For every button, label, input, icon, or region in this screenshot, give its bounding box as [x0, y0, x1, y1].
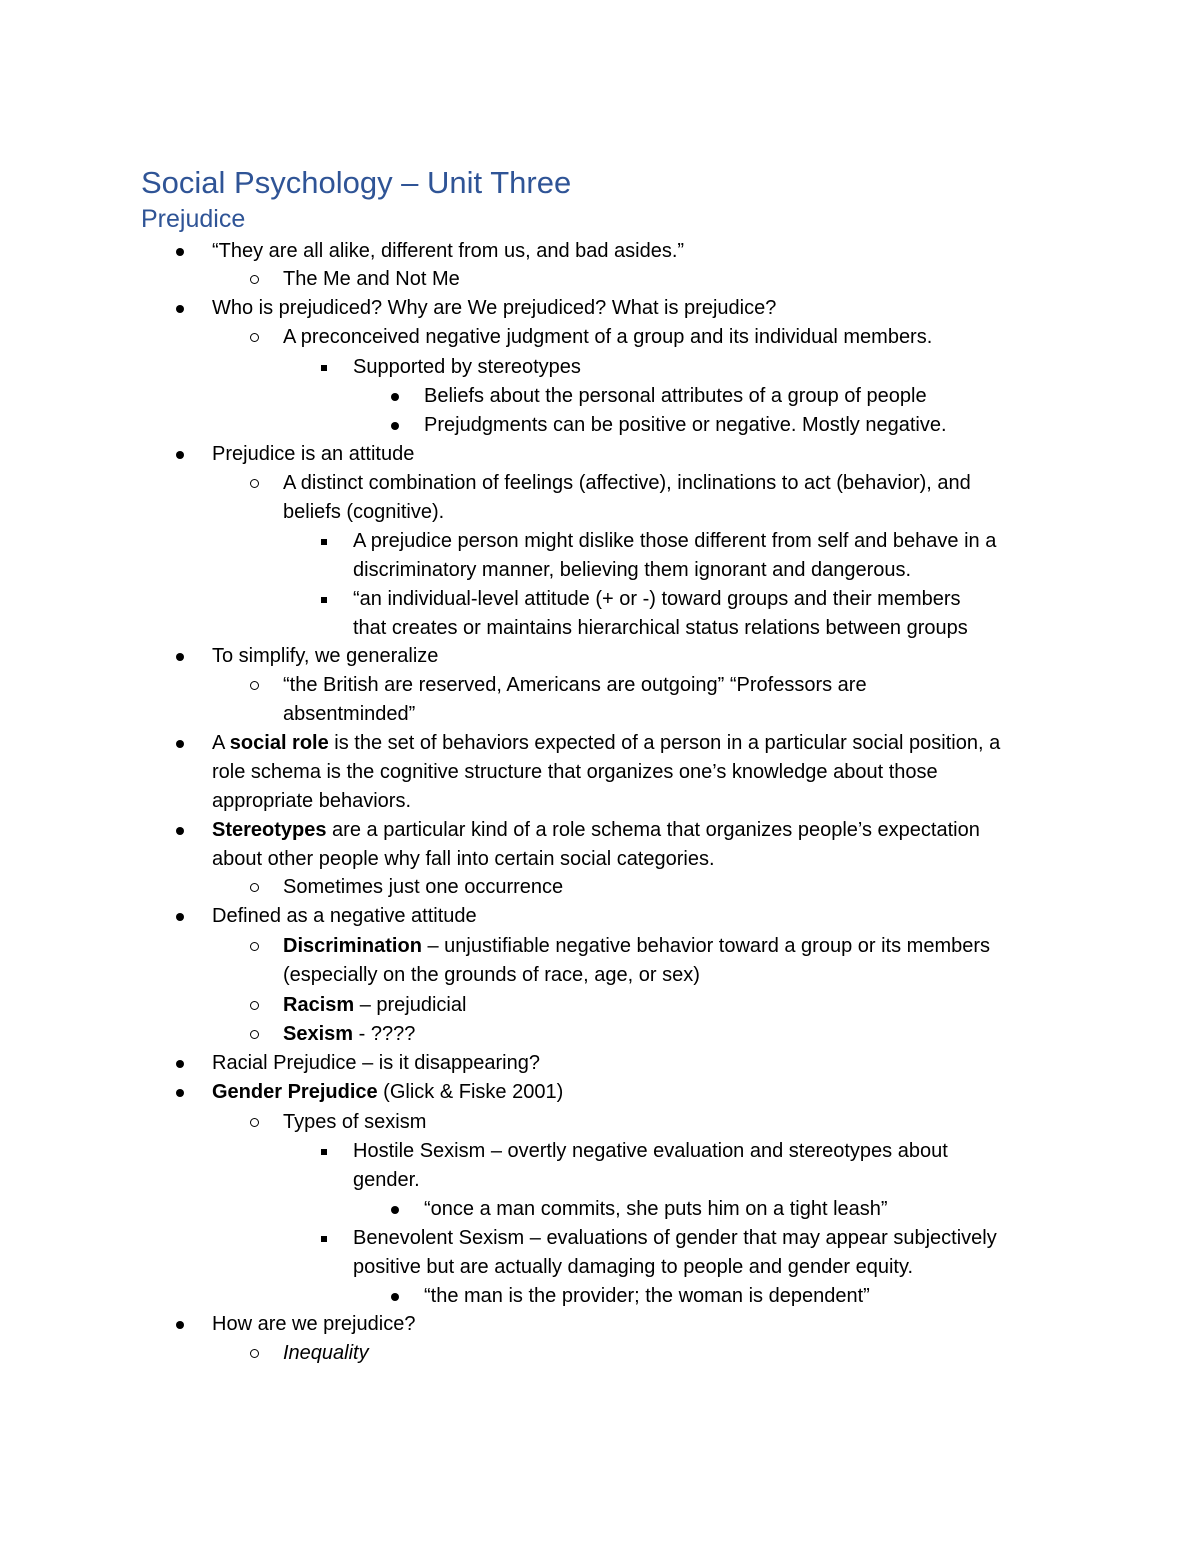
text-run: are a particular kind of a role schema that organizes people’s expectation [326, 819, 980, 841]
text-run: “the man is the provider; the woman is dependent” [424, 1285, 870, 1307]
bullet-circle-icon [247, 932, 261, 961]
text-run: Racial Prejudice – is it disappearing? [212, 1052, 540, 1074]
text-run: A preconceived negative judgment of a group and its individual members. [283, 326, 933, 348]
bullet-square-icon [317, 1224, 331, 1253]
text-run: Defined as a negative attitude [212, 905, 477, 927]
list-item-text [212, 294, 776, 323]
list-item-text [212, 758, 938, 787]
list-item-text [283, 991, 466, 1020]
list-item-text [212, 237, 684, 266]
text-run: Prejudice is an attitude [212, 443, 415, 465]
list-item-text [283, 700, 415, 729]
list-item-text [283, 873, 563, 902]
bullet-dot-icon [173, 1049, 187, 1078]
bullet-circle-icon [247, 1339, 261, 1368]
list-item-text [353, 556, 911, 585]
text-run: Beliefs about the personal attributes of a group of people [424, 385, 927, 407]
bullet-circle-icon [247, 1108, 261, 1137]
text-run: Hostile Sexism – overtly negative evaluation and stereotypes about [353, 1140, 948, 1162]
bullet-square-icon [317, 353, 331, 382]
bullet-circle-icon [247, 323, 261, 352]
bold-term: Racism [283, 994, 355, 1016]
bullet-dot-icon [173, 1078, 187, 1107]
list-item-text [283, 671, 867, 700]
text-run: (Glick & Fiske 2001) [377, 1081, 564, 1103]
list-item-text [283, 469, 971, 498]
text-run: A distinct combination of feelings (affective), inclinations to act (behavior), and [283, 472, 971, 494]
list-item-text [212, 440, 414, 469]
bullet-square-icon [317, 1137, 331, 1166]
list-item-text [424, 1282, 870, 1311]
text-run: “They are all alike, different from us, and bad asides.” [212, 240, 685, 262]
text-run: about other people why fall into certain social categories. [212, 848, 715, 870]
bullet-dot-icon [173, 237, 187, 266]
text-run: “the British are reserved, Americans are outgoing” “Professors are [283, 674, 867, 696]
text-run: “once a man commits, she puts him on a tight leash” [424, 1198, 888, 1220]
list-item-text [353, 614, 968, 643]
text-run: (especially on the grounds of race, age, or sex) [283, 964, 700, 986]
list-item-text [212, 1310, 415, 1339]
bold-term: Discrimination [283, 935, 422, 957]
text-run: A [212, 732, 230, 754]
list-item-text [212, 816, 980, 845]
bullet-dot-icon [388, 382, 402, 411]
bullet-dot-icon [388, 1282, 402, 1311]
bullet-dot-icon [173, 440, 187, 469]
text-run: – prejudicial [354, 994, 467, 1016]
list-item-text [353, 1137, 948, 1166]
list-item-text [212, 1049, 540, 1078]
list-item-text [212, 642, 438, 671]
text-run: Prejudgments can be positive or negative. Mostly negative. [424, 414, 947, 436]
text-run: role schema is the cognitive structure that organizes one’s knowledge about those [212, 761, 938, 783]
list-item-text [353, 527, 996, 556]
bullet-dot-icon [173, 1310, 187, 1339]
bullet-dot-icon [388, 411, 402, 440]
text-run: Who is prejudiced? Why are We prejudiced? What is prejudice? [212, 297, 777, 319]
list-item-text [212, 729, 1000, 758]
bold-term: Stereotypes [212, 819, 327, 841]
text-run: that creates or maintains hierarchical status relations between groups [353, 617, 968, 639]
text-run: absentminded” [283, 703, 416, 725]
bullet-dot-icon [173, 642, 187, 671]
bullet-circle-icon [247, 469, 261, 498]
list-item-text [283, 498, 444, 527]
text-run: appropriate behaviors. [212, 790, 412, 812]
list-item-text [212, 902, 477, 931]
text-run: The Me and Not Me [283, 268, 460, 290]
bullet-circle-icon [247, 991, 261, 1020]
bold-term: Gender Prejudice [212, 1081, 378, 1103]
list-item-text [212, 1078, 563, 1107]
text-run: “an individual-level attitude (+ or -) toward groups and their members [353, 588, 961, 610]
bold-term: social role [229, 732, 329, 754]
list-item-text [283, 323, 932, 352]
list-item-text [212, 845, 715, 874]
italic-term: Inequality [283, 1342, 369, 1364]
text-run: Types of sexism [283, 1111, 427, 1133]
text-run: How are we prejudice? [212, 1313, 416, 1335]
list-item-text [283, 932, 990, 961]
list-item-text [353, 585, 961, 614]
bold-term: Sexism [283, 1023, 354, 1045]
document-title: Social Psychology – Unit Three [141, 165, 572, 200]
bullet-circle-icon [247, 671, 261, 700]
bullet-dot-icon [173, 729, 187, 758]
list-item-text [424, 382, 927, 411]
bullet-dot-icon [173, 902, 187, 931]
text-run: gender. [353, 1169, 420, 1191]
bullet-circle-icon [247, 265, 261, 294]
text-run: positive but are actually damaging to people and gender equity. [353, 1256, 914, 1278]
text-run: To simplify, we generalize [212, 645, 439, 667]
text-run: Sometimes just one occurrence [283, 876, 564, 898]
text-run: – unjustifiable negative behavior toward a group or its members [421, 935, 991, 957]
list-item-text [424, 1195, 888, 1224]
bullet-square-icon [317, 585, 331, 614]
list-item-text [212, 787, 411, 816]
bullet-square-icon [317, 527, 331, 556]
bullet-circle-icon [247, 1020, 261, 1049]
bullet-dot-icon [173, 816, 187, 845]
list-item-text [283, 265, 460, 294]
text-run: discriminatory manner, believing them ignorant and dangerous. [353, 559, 912, 581]
bullet-dot-icon [173, 294, 187, 323]
list-item-text [353, 1224, 997, 1253]
list-item-text [353, 1253, 913, 1282]
text-run: - ???? [353, 1023, 416, 1045]
list-item-text [353, 1166, 420, 1195]
list-item-text [424, 411, 947, 440]
text-run: Supported by stereotypes [353, 356, 581, 378]
text-run: beliefs (cognitive). [283, 501, 445, 523]
list-item-text [353, 353, 581, 382]
text-run: is the set of behaviors expected of a person in a particular social position, a [328, 732, 1001, 754]
list-item-text [283, 1108, 426, 1137]
text-run: Benevolent Sexism – evaluations of gender that may appear subjectively [353, 1227, 997, 1249]
list-item-text [283, 1339, 369, 1368]
section-heading: Prejudice [141, 205, 246, 233]
bullet-dot-icon [388, 1195, 402, 1224]
list-item-text [283, 1020, 415, 1049]
text-run: A prejudice person might dislike those different from self and behave in a [353, 530, 997, 552]
list-item-text [283, 961, 700, 990]
bullet-circle-icon [247, 873, 261, 902]
